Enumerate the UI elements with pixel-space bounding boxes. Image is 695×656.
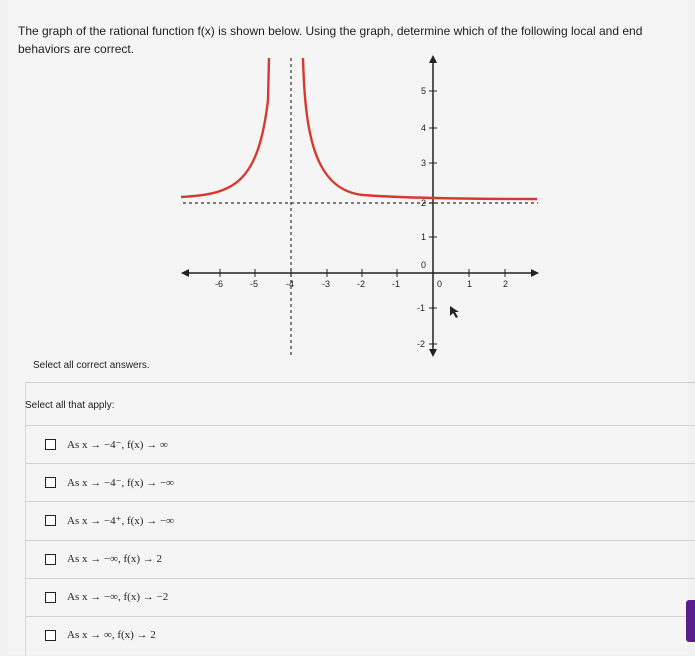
y-tick-label: 2 — [421, 198, 427, 208]
select-all-apply-text: Select all that apply: — [25, 400, 115, 411]
y-tick-label: 0 — [421, 260, 427, 270]
checkbox[interactable] — [45, 477, 56, 488]
answer-option-label: As x → ∞, f(x) → 2 — [67, 629, 156, 641]
x-tick-label: -1 — [392, 279, 401, 289]
y-tick-label: 3 — [421, 158, 427, 168]
select-all-correct-text: Select all correct answers. — [33, 360, 150, 371]
x-axis-right-arrow — [531, 269, 539, 277]
answer-option-label: As x → −4⁺, f(x) → −∞ — [67, 515, 175, 527]
curve-right-branch — [303, 58, 537, 199]
answer-option-label: As x → −∞, f(x) → 2 — [67, 553, 163, 565]
answer-option-2[interactable] — [25, 463, 695, 502]
checkbox[interactable] — [45, 515, 56, 526]
rational-function-graph — [163, 50, 548, 360]
answer-option-6[interactable] — [25, 616, 695, 655]
side-tab[interactable] — [686, 600, 695, 642]
y-tick-label: -1 — [417, 303, 426, 313]
mouse-cursor-icon — [450, 306, 459, 318]
answer-option-label: As x → −∞, f(x) → −2 — [67, 591, 169, 603]
answer-option-1[interactable] — [25, 425, 695, 464]
checkbox[interactable] — [45, 554, 56, 565]
answer-option-4[interactable] — [25, 540, 695, 579]
y-tick-label: 4 — [421, 123, 427, 133]
x-tick-label: 1 — [467, 279, 473, 289]
answer-option-label: As x → −4⁻, f(x) → −∞ — [67, 477, 175, 489]
x-tick-label: -2 — [357, 279, 366, 289]
y-axis-top-arrow — [429, 55, 437, 63]
x-tick-label: -3 — [322, 279, 331, 289]
checkbox[interactable] — [45, 592, 56, 603]
x-tick-label: -5 — [250, 279, 259, 289]
y-tick-label: 1 — [421, 232, 427, 242]
x-tick-label: -4 — [286, 279, 295, 289]
curve-left-branch — [181, 58, 269, 197]
x-axis-left-arrow — [181, 269, 189, 277]
answer-option-3[interactable] — [25, 501, 695, 540]
checkbox[interactable] — [45, 439, 56, 450]
checkbox[interactable] — [45, 630, 56, 641]
x-tick-label: 0 — [437, 279, 443, 289]
question-text: The graph of the rational function f(x) is shown below. Using the graph, determine which of the following local and end behaviors are correct. — [18, 24, 643, 56]
question-page — [8, 0, 688, 655]
x-tick-label: 2 — [503, 279, 509, 289]
y-tick-label: 5 — [421, 86, 427, 96]
y-axis-bottom-arrow — [429, 349, 437, 357]
answer-option-label: As x → −4⁻, f(x) → ∞ — [67, 439, 168, 451]
x-tick-label: -6 — [215, 279, 224, 289]
y-tick-label: -2 — [417, 339, 426, 349]
answer-option-5[interactable] — [25, 578, 695, 617]
